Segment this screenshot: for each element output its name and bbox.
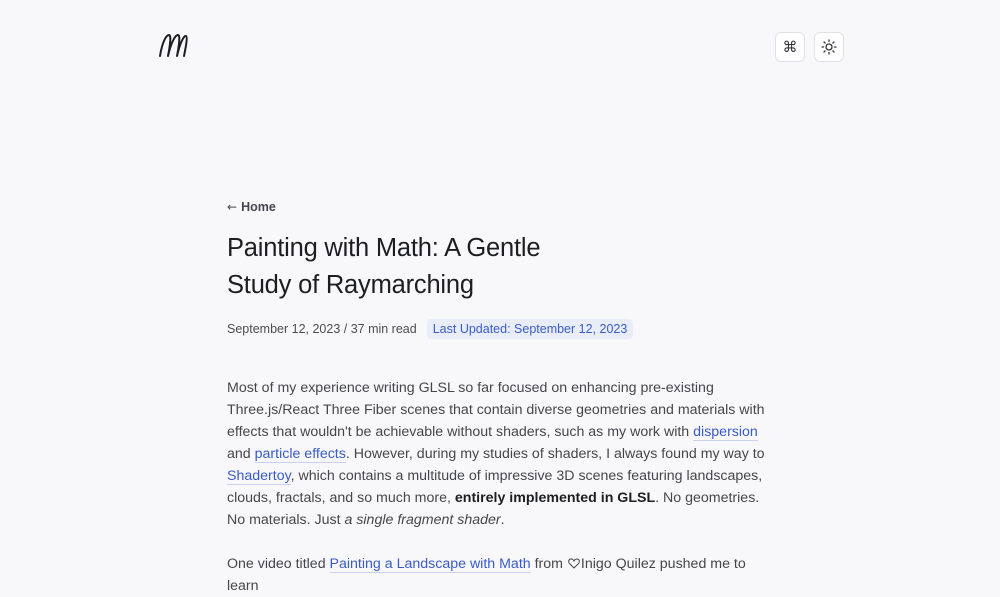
text: . No geometries. No materials. Just xyxy=(227,490,760,528)
text: from xyxy=(530,556,567,572)
back-home-label: Home xyxy=(241,200,276,214)
text: and xyxy=(227,446,255,462)
back-home-link[interactable] xyxy=(227,200,276,214)
text: One video titled xyxy=(227,556,330,572)
site-header xyxy=(0,0,1000,90)
theme-toggle-button[interactable] xyxy=(814,32,844,62)
heart-icon xyxy=(568,558,580,569)
text: Inigo Quilez pushed me to learn xyxy=(227,556,746,594)
particle-effects-link[interactable]: particle effects xyxy=(254,446,346,462)
command-menu-button[interactable] xyxy=(775,32,805,62)
page-title: Painting with Math: A Gentle Study of Raymarching xyxy=(227,234,541,299)
mj-logo-icon[interactable] xyxy=(157,31,189,59)
text: Most of my experience writing GLSL so far focused on enhancing pre-existing Three.js/React Three Fiber scenes that contain diverse geometries and materials with effects that wouldn't be achievable without shaders, such as my work with xyxy=(227,380,765,440)
second-paragraph xyxy=(227,553,773,597)
publish-date-read-time: September 12, 2023 / 37 min read xyxy=(227,322,417,336)
sun-icon xyxy=(821,39,837,55)
text: . However, during my studies of shaders, I always found my way to xyxy=(345,446,765,462)
article xyxy=(227,198,773,597)
article-meta xyxy=(227,319,773,339)
arrow-left-icon: ← xyxy=(227,200,238,214)
command-key-icon: ⌘ xyxy=(782,38,798,56)
shadertoy-link[interactable]: Shadertoy xyxy=(227,468,291,484)
emphasis-text: entirely implemented in GLSL xyxy=(454,490,656,506)
last-updated-badge: Last Updated: September 12, 2023 xyxy=(427,319,634,339)
text: . xyxy=(500,512,505,528)
italic-text: a single fragment shader xyxy=(344,512,501,528)
painting-landscape-link[interactable]: Painting a Landscape with Math xyxy=(329,556,531,572)
intro-paragraph xyxy=(227,377,773,531)
text: , which contains a multitude of impressive 3D scenes featuring landscapes, clouds, fractals, and so much more, xyxy=(227,468,763,506)
dispersion-link[interactable]: dispersion xyxy=(693,424,758,440)
